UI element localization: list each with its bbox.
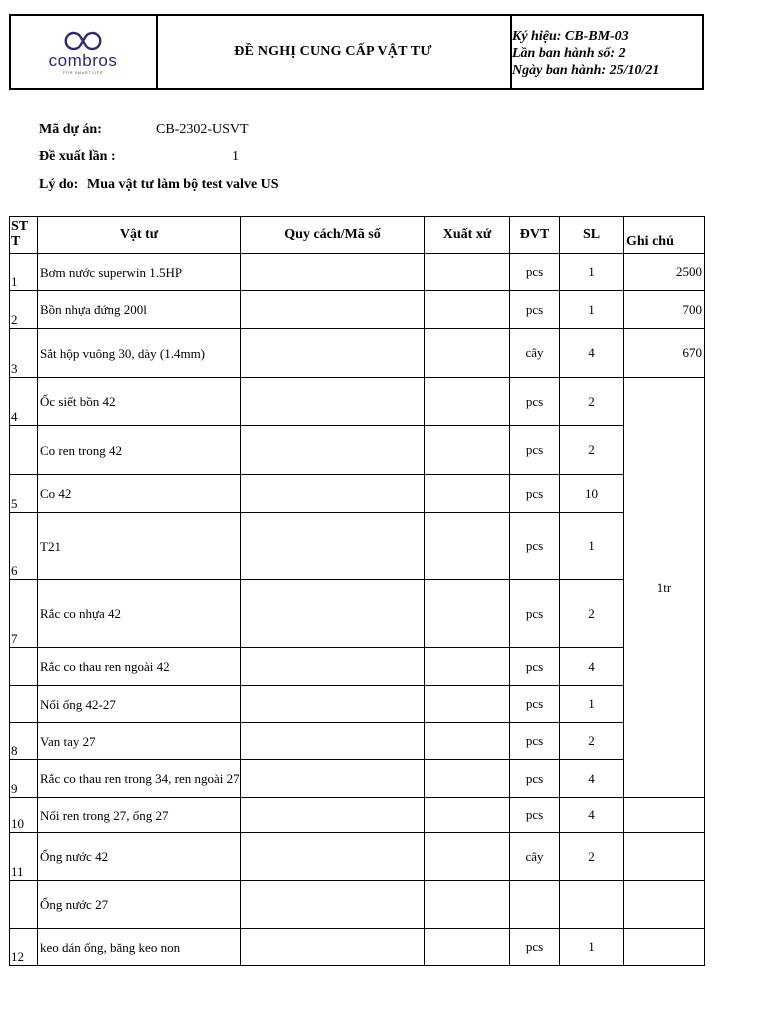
issue-date: Ngày ban hành: 25/10/21 bbox=[512, 63, 660, 78]
cell-spec bbox=[241, 881, 425, 929]
cell-origin bbox=[425, 686, 510, 723]
cell-note bbox=[624, 881, 705, 929]
cell-item: Sắt hộp vuông 30, dày (1.4mm) bbox=[38, 329, 241, 378]
cell-origin bbox=[425, 929, 510, 966]
cell-spec bbox=[241, 723, 425, 760]
issue-number: Lần ban hành số: 2 bbox=[512, 46, 626, 61]
col-header-qty: SL bbox=[560, 217, 624, 254]
cell-stt bbox=[10, 881, 38, 929]
table-row bbox=[10, 513, 705, 580]
cell-stt bbox=[10, 648, 38, 686]
cell-spec bbox=[241, 378, 425, 426]
cell-unit: pcs bbox=[510, 648, 560, 686]
brand-name: combros bbox=[48, 51, 118, 70]
cell-unit: pcs bbox=[510, 686, 560, 723]
cell-spec bbox=[241, 475, 425, 513]
cell-item: Co ren trong 42 bbox=[38, 426, 241, 475]
doc-code: Ký hiệu: CB-BM-03 bbox=[512, 29, 629, 44]
cell-note: 700 bbox=[624, 291, 705, 329]
cell-stt: 3 bbox=[10, 329, 38, 378]
cell-note bbox=[624, 798, 705, 833]
cell-unit: pcs bbox=[510, 760, 560, 798]
cell-unit: pcs bbox=[510, 929, 560, 966]
cell-qty: 2 bbox=[560, 426, 624, 475]
round-value: 1 bbox=[232, 149, 239, 164]
document-header bbox=[9, 14, 704, 90]
cell-spec bbox=[241, 580, 425, 648]
cell-item: Ống nước 42 bbox=[38, 833, 241, 881]
table-row bbox=[10, 378, 705, 426]
cell-origin bbox=[425, 378, 510, 426]
cell-qty: 1 bbox=[560, 686, 624, 723]
cell-note: 670 bbox=[624, 329, 705, 378]
cell-stt bbox=[10, 426, 38, 475]
table-row bbox=[10, 929, 705, 966]
cell-unit: pcs bbox=[510, 513, 560, 580]
cell-qty: 1 bbox=[560, 291, 624, 329]
cell-origin bbox=[425, 475, 510, 513]
col-header-unit: ĐVT bbox=[510, 217, 560, 254]
project-label: Mã dự án: bbox=[39, 122, 102, 137]
cell-note bbox=[624, 833, 705, 881]
cell-spec bbox=[241, 833, 425, 881]
cell-stt bbox=[10, 686, 38, 723]
cell-spec bbox=[241, 254, 425, 291]
cell-qty: 4 bbox=[560, 329, 624, 378]
cell-note bbox=[624, 929, 705, 966]
cell-item: Bơm nước superwin 1.5HP bbox=[38, 254, 241, 291]
cell-spec bbox=[241, 513, 425, 580]
cell-qty: 4 bbox=[560, 798, 624, 833]
cell-qty: 2 bbox=[560, 833, 624, 881]
cell-origin bbox=[425, 426, 510, 475]
cell-spec bbox=[241, 648, 425, 686]
merged-note-cell: 1tr bbox=[624, 378, 705, 798]
cell-item: Bồn nhựa đứng 200l bbox=[38, 291, 241, 329]
cell-stt: 4 bbox=[10, 378, 38, 426]
cell-unit: pcs bbox=[510, 291, 560, 329]
cell-qty: 1 bbox=[560, 513, 624, 580]
cell-unit: pcs bbox=[510, 798, 560, 833]
cell-origin bbox=[425, 254, 510, 291]
reason-label: Lý do: bbox=[39, 177, 79, 192]
cell-item: Rắc co thau ren ngoài 42 bbox=[38, 648, 241, 686]
cell-spec bbox=[241, 329, 425, 378]
cell-qty: 2 bbox=[560, 580, 624, 648]
table-row bbox=[10, 291, 705, 329]
col-header-note: Ghi chú bbox=[624, 217, 705, 254]
cell-unit: cây bbox=[510, 329, 560, 378]
cell-item: Rắc co thau ren trong 34, ren ngoài 27 bbox=[38, 760, 241, 798]
cell-item: Nối ống 42-27 bbox=[38, 686, 241, 723]
table-row bbox=[10, 329, 705, 378]
table-row bbox=[10, 580, 705, 648]
cell-origin bbox=[425, 291, 510, 329]
cell-item: T21 bbox=[38, 513, 241, 580]
table-row bbox=[10, 798, 705, 833]
cell-stt: 1 bbox=[10, 254, 38, 291]
table-row bbox=[10, 723, 705, 760]
cell-unit: cây bbox=[510, 833, 560, 881]
table-row bbox=[10, 254, 705, 291]
cell-stt: 7 bbox=[10, 580, 38, 648]
cell-qty: 2 bbox=[560, 378, 624, 426]
cell-item: keo dán ống, băng keo non bbox=[38, 929, 241, 966]
cell-origin bbox=[425, 648, 510, 686]
col-header-item: Vật tư bbox=[38, 217, 241, 254]
col-header-spec: Quy cách/Mã số bbox=[241, 217, 425, 254]
project-value: CB-2302-USVT bbox=[156, 122, 249, 137]
cell-qty: 2 bbox=[560, 723, 624, 760]
cell-origin bbox=[425, 798, 510, 833]
cell-stt: 5 bbox=[10, 475, 38, 513]
table-row bbox=[10, 760, 705, 798]
cell-origin bbox=[425, 833, 510, 881]
table-row bbox=[10, 475, 705, 513]
cell-spec bbox=[241, 798, 425, 833]
materials-table bbox=[9, 216, 705, 966]
cell-stt: 11 bbox=[10, 833, 38, 881]
table-row bbox=[10, 426, 705, 475]
reason-value: Mua vật tư làm bộ test valve US bbox=[87, 177, 279, 192]
table-row bbox=[10, 881, 705, 929]
cell-item: Ốc siết bồn 42 bbox=[38, 378, 241, 426]
cell-qty: 4 bbox=[560, 760, 624, 798]
col-header-stt: ST T bbox=[10, 217, 38, 254]
cell-stt: 8 bbox=[10, 723, 38, 760]
cell-stt: 2 bbox=[10, 291, 38, 329]
logo-cell bbox=[11, 16, 158, 88]
table-row bbox=[10, 648, 705, 686]
cell-origin bbox=[425, 329, 510, 378]
cell-unit: pcs bbox=[510, 378, 560, 426]
combros-logo-icon bbox=[63, 30, 103, 52]
cell-unit bbox=[510, 881, 560, 929]
cell-item: Rắc co nhựa 42 bbox=[38, 580, 241, 648]
cell-stt: 12 bbox=[10, 929, 38, 966]
cell-origin bbox=[425, 513, 510, 580]
cell-item: Nối ren trong 27, ống 27 bbox=[38, 798, 241, 833]
cell-stt: 6 bbox=[10, 513, 38, 580]
cell-unit: pcs bbox=[510, 475, 560, 513]
brand-tagline: FOR SMART LIFE bbox=[63, 70, 103, 75]
title-cell bbox=[156, 16, 512, 88]
cell-item: Co 42 bbox=[38, 475, 241, 513]
cell-stt: 9 bbox=[10, 760, 38, 798]
round-label: Đề xuất lần : bbox=[39, 149, 116, 164]
company-logo bbox=[33, 30, 133, 75]
cell-item: Van tay 27 bbox=[38, 723, 241, 760]
document-title: ĐỀ NGHỊ CUNG CẤP VẬT TƯ bbox=[234, 44, 432, 59]
cell-spec bbox=[241, 291, 425, 329]
cell-spec bbox=[241, 760, 425, 798]
col-header-origin: Xuất xứ bbox=[425, 217, 510, 254]
cell-qty: 4 bbox=[560, 648, 624, 686]
cell-qty: 10 bbox=[560, 475, 624, 513]
cell-origin bbox=[425, 723, 510, 760]
cell-qty: 1 bbox=[560, 929, 624, 966]
meta-cell bbox=[510, 16, 702, 88]
cell-spec bbox=[241, 686, 425, 723]
cell-item: Ống nước 27 bbox=[38, 881, 241, 929]
cell-origin bbox=[425, 760, 510, 798]
table-header-row bbox=[10, 217, 705, 254]
cell-spec bbox=[241, 426, 425, 475]
cell-origin bbox=[425, 580, 510, 648]
cell-unit: pcs bbox=[510, 580, 560, 648]
cell-qty: 1 bbox=[560, 254, 624, 291]
cell-unit: pcs bbox=[510, 723, 560, 760]
cell-unit: pcs bbox=[510, 426, 560, 475]
cell-spec bbox=[241, 929, 425, 966]
cell-stt: 10 bbox=[10, 798, 38, 833]
table-row bbox=[10, 833, 705, 881]
table-row bbox=[10, 686, 705, 723]
cell-note: 2500 bbox=[624, 254, 705, 291]
cell-qty bbox=[560, 881, 624, 929]
cell-unit: pcs bbox=[510, 254, 560, 291]
cell-origin bbox=[425, 881, 510, 929]
